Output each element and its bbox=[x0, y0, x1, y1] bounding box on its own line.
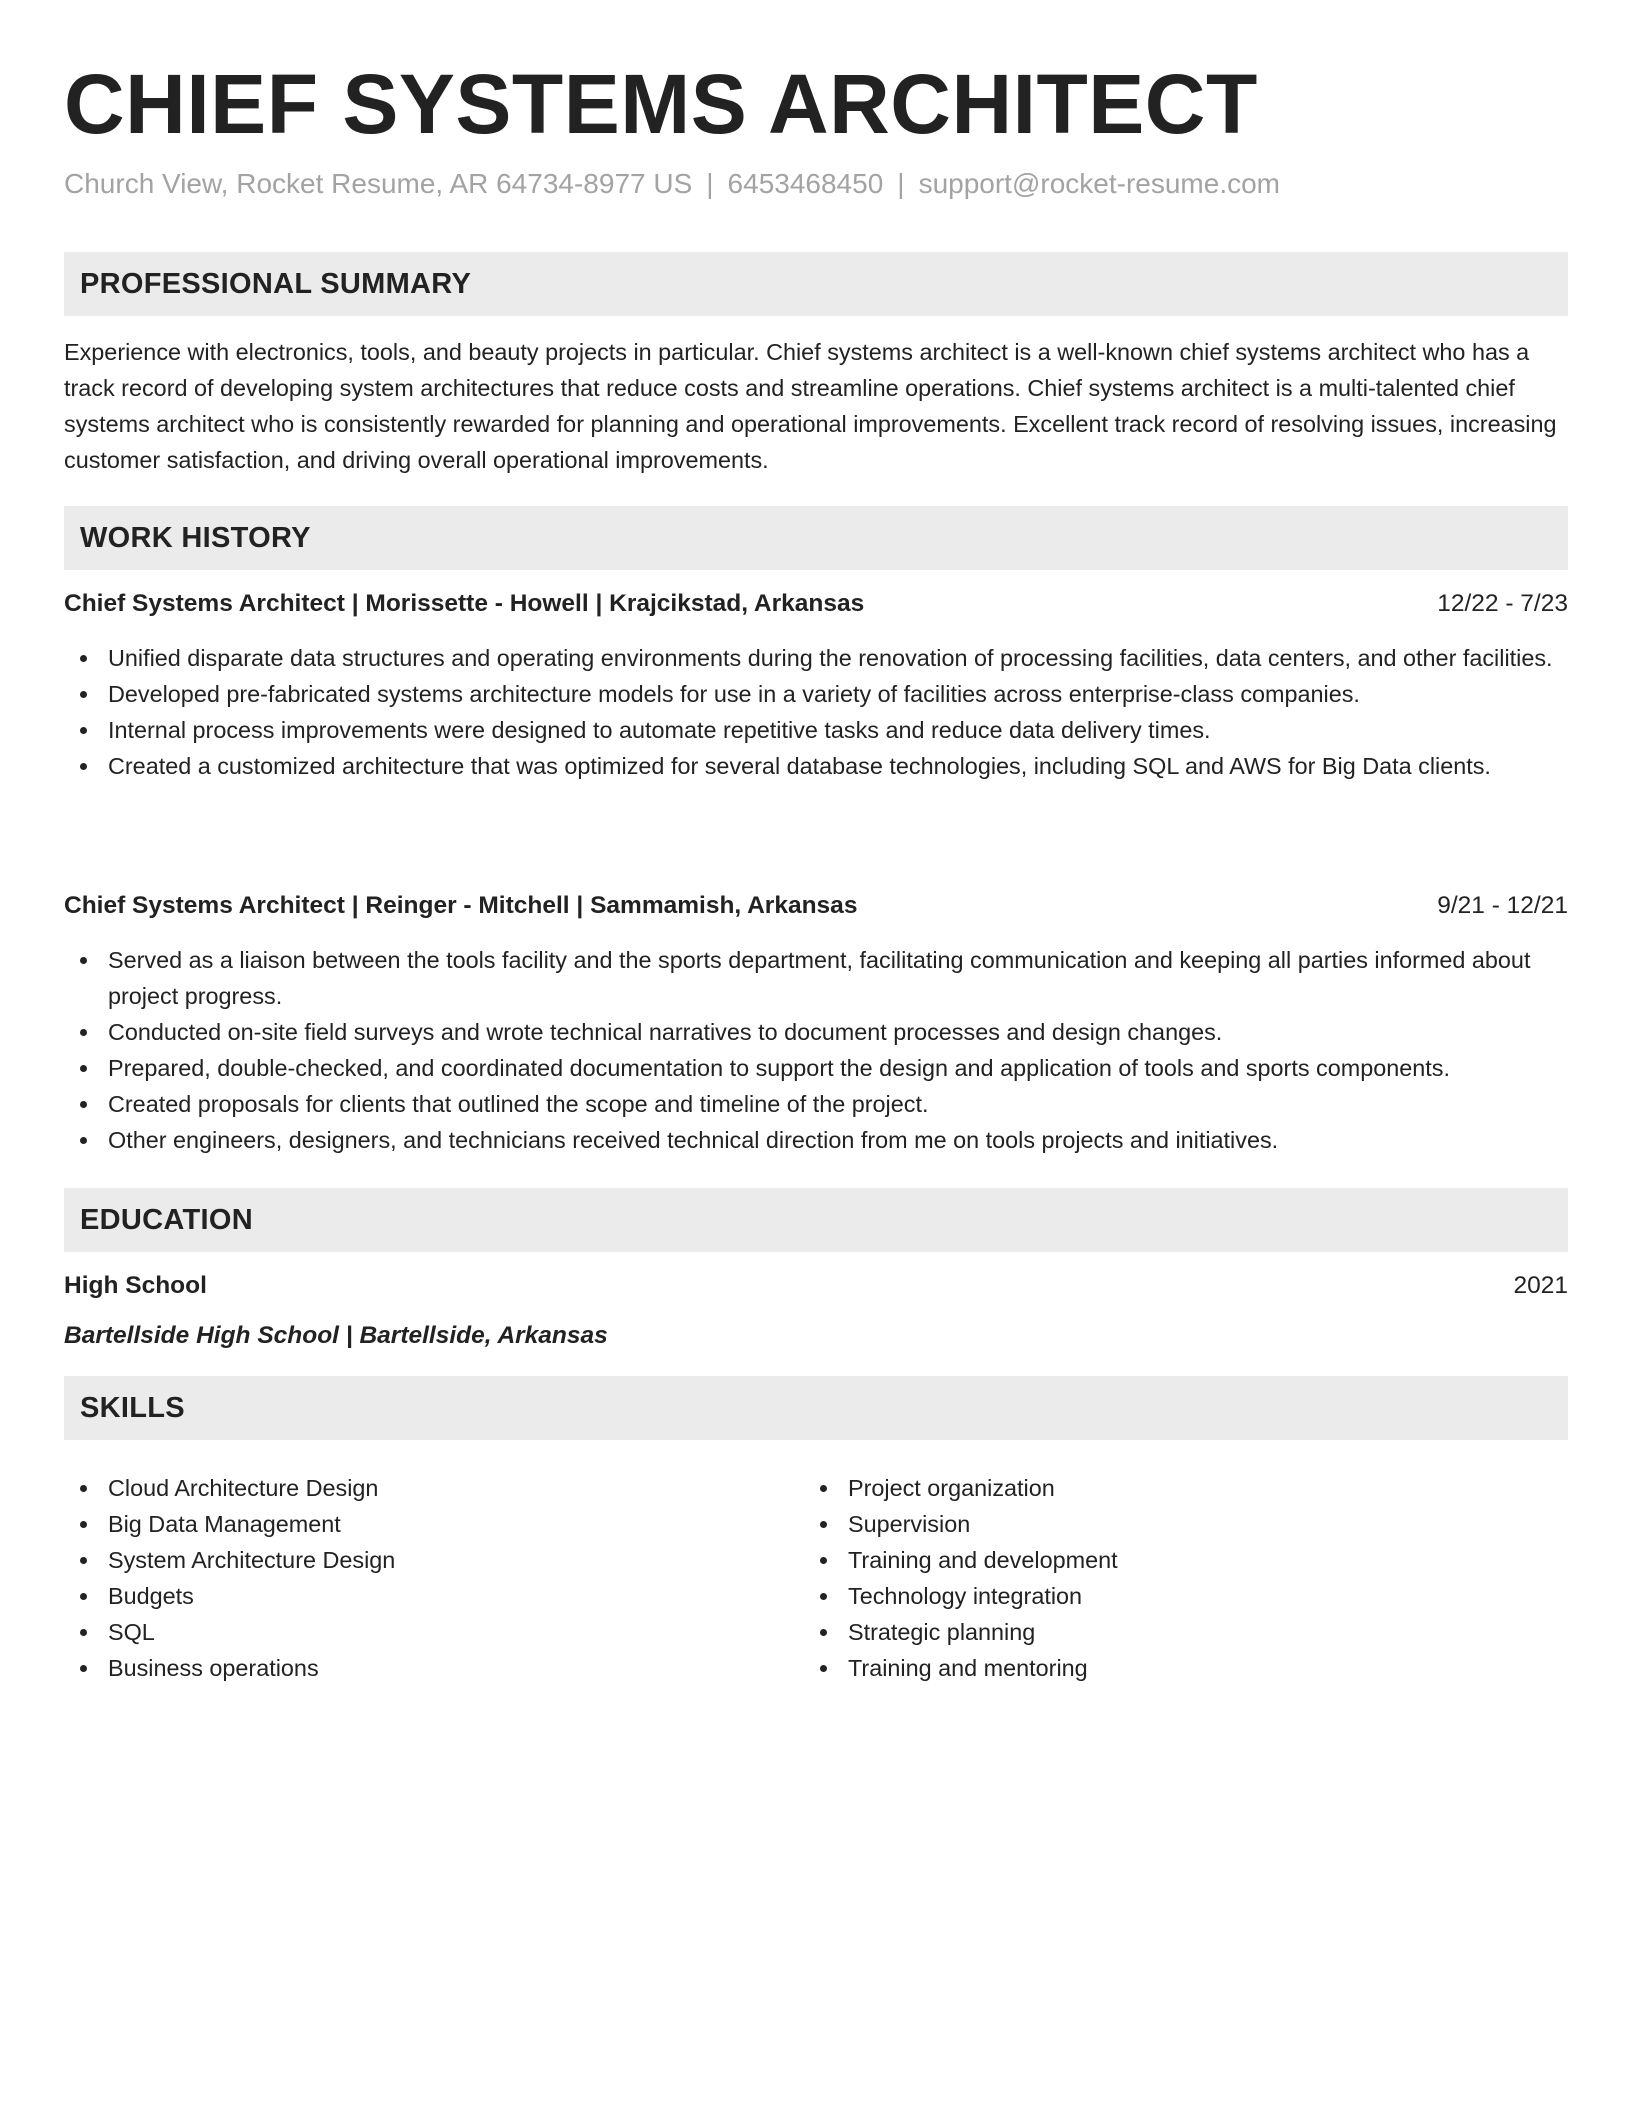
contact-separator: | bbox=[897, 168, 905, 199]
job-bullet: Created a customized architecture that was optimized for several database technologies, including SQL and AWS for Big Data clients. bbox=[64, 748, 1568, 784]
work-section-header bbox=[64, 506, 1568, 570]
job-dates: 12/22 - 7/23 bbox=[1437, 590, 1568, 617]
job-bullet-list bbox=[64, 640, 1568, 784]
summary-text: Experience with electronics, tools, and beauty projects in particular. Chief systems architect is a well-known chief systems architect who has a track record of developing system architectures that reduce costs and streamline operations. Chief systems architect is a multi-talented chief systems architect who is consistently rewarded for planning and operational improvements. Excellent track record of resolving issues, increasing customer satisfaction, and driving overall operational improvements. bbox=[64, 339, 1557, 473]
contact-line bbox=[64, 166, 1280, 202]
job-bullet: Other engineers, designers, and technicians received technical direction from me on tools projects and initiatives. bbox=[64, 1122, 1568, 1158]
job-bullet: Unified disparate data structures and operating environments during the renovation of processing facilities, data centers, and other facilities. bbox=[64, 640, 1568, 676]
job-bullet: Prepared, double-checked, and coordinated documentation to support the design and application of tools and sports components. bbox=[64, 1050, 1568, 1086]
skill-item: System Architecture Design bbox=[64, 1542, 1568, 1578]
skill-item: Training and mentoring bbox=[804, 1650, 1632, 1686]
job-dates: 9/21 - 12/21 bbox=[1437, 892, 1568, 919]
work-heading: WORK HISTORY bbox=[80, 522, 311, 554]
job-bullet: Served as a liaison between the tools facility and the sports department, facilitating communication and keeping all parties informed about project progress. bbox=[64, 942, 1568, 1014]
summary-heading: PROFESSIONAL SUMMARY bbox=[80, 268, 472, 300]
contact-address: Church View, Rocket Resume, AR 64734-8977 US bbox=[64, 168, 693, 199]
skill-item: Strategic planning bbox=[804, 1614, 1632, 1650]
skills-list-right bbox=[804, 1470, 1632, 1686]
skill-item: Technology integration bbox=[804, 1578, 1632, 1614]
job-bullet: Internal process improvements were designed to automate repetitive tasks and reduce data delivery times. bbox=[64, 712, 1568, 748]
skill-item: Training and development bbox=[804, 1542, 1632, 1578]
education-degree: High School bbox=[64, 1272, 207, 1299]
job-bullet: Created proposals for clients that outlined the scope and timeline of the project. bbox=[64, 1086, 1568, 1122]
contact-separator: | bbox=[706, 168, 714, 199]
contact-email: support@rocket-resume.com bbox=[918, 168, 1280, 199]
job-bullet: Conducted on-site field surveys and wrote technical narratives to document processes and design changes. bbox=[64, 1014, 1568, 1050]
skills-section-header bbox=[64, 1376, 1568, 1440]
skills-heading: SKILLS bbox=[80, 1392, 185, 1424]
education-heading: EDUCATION bbox=[80, 1204, 253, 1236]
job-title: Chief Systems Architect | Reinger - Mitchell | Sammamish, Arkansas bbox=[64, 892, 858, 919]
skill-item: Project organization bbox=[804, 1470, 1632, 1506]
job-bullet: Developed pre-fabricated systems architecture models for use in a variety of facilities across enterprise-class companies. bbox=[64, 676, 1568, 712]
contact-phone: 6453468450 bbox=[727, 168, 884, 199]
skill-item: Big Data Management bbox=[64, 1506, 1568, 1542]
education-entry bbox=[64, 1268, 1568, 1304]
skill-item: Cloud Architecture Design bbox=[64, 1470, 1568, 1506]
education-year: 2021 bbox=[1513, 1272, 1568, 1299]
education-section-header bbox=[64, 1188, 1568, 1252]
job-title: Chief Systems Architect | Morissette - Howell | Krajcikstad, Arkansas bbox=[64, 590, 865, 617]
job-header bbox=[64, 888, 1568, 924]
summary-section-header bbox=[64, 252, 1568, 316]
education-school: Bartellside High School | Bartellside, Arkansas bbox=[64, 1322, 608, 1349]
skill-item: Business operations bbox=[64, 1650, 1568, 1686]
skill-item: SQL bbox=[64, 1614, 1568, 1650]
job-bullet-list bbox=[64, 942, 1568, 1158]
job-header bbox=[64, 586, 1568, 622]
skill-item: Budgets bbox=[64, 1578, 1568, 1614]
skill-item: Supervision bbox=[804, 1506, 1632, 1542]
resume-name: CHIEF SYSTEMS ARCHITECT bbox=[64, 57, 1258, 151]
